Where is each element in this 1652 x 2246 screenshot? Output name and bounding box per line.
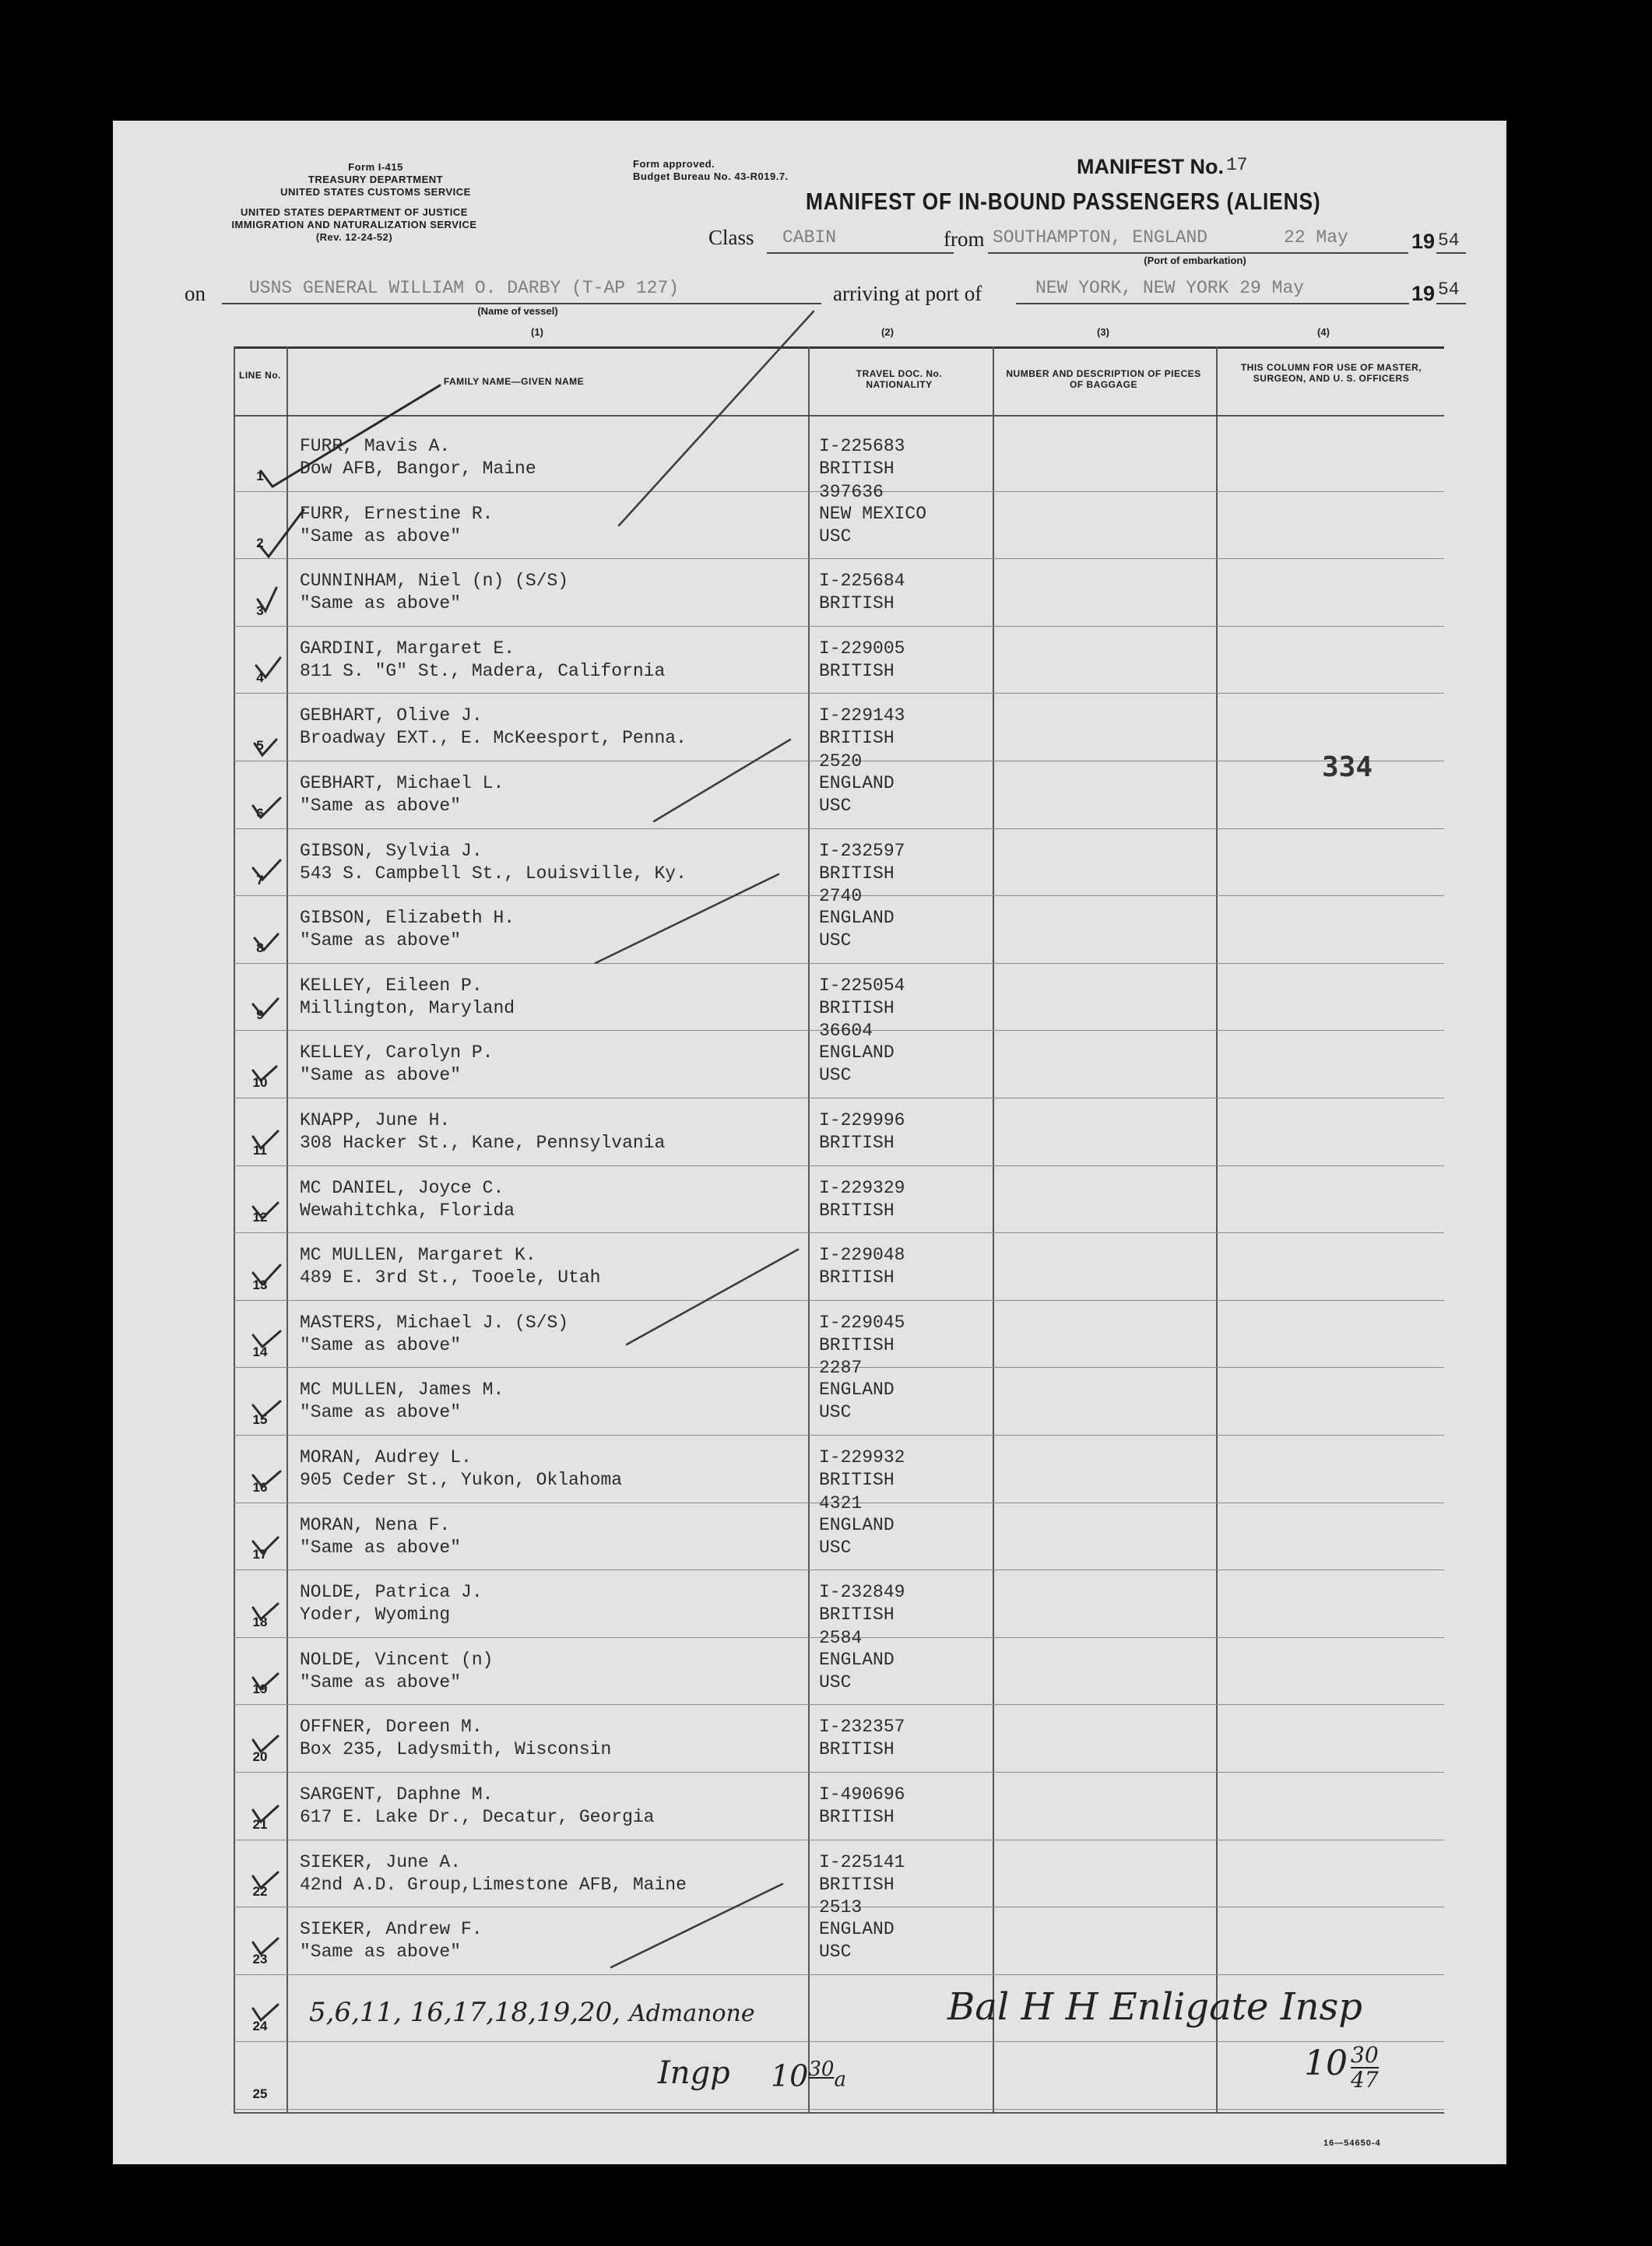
- nationality: BRITISH: [819, 660, 895, 681]
- travel-doc-number: I-229045: [819, 1312, 905, 1333]
- on-label: on: [185, 282, 206, 305]
- travel-doc-number: I-232357: [819, 1717, 905, 1738]
- passenger-address: "Same as above": [300, 796, 462, 816]
- line-number: 15: [252, 1411, 268, 1427]
- travel-doc-extra: 2287: [819, 1358, 863, 1379]
- passenger-address: "Same as above": [300, 593, 462, 614]
- passenger-address: 543 S. Campbell St., Louisville, Ky.: [300, 863, 687, 884]
- col-number-1: (1): [531, 326, 543, 338]
- travel-doc-number: I-225683: [819, 436, 905, 456]
- line-number: 21: [252, 1816, 268, 1832]
- passenger-name: KNAPP, June H.: [300, 1110, 451, 1130]
- class-label: Class: [708, 226, 754, 249]
- vessel-caption: (Name of vessel): [477, 305, 558, 317]
- tick-mark: [261, 385, 440, 487]
- line-number: 1: [256, 468, 264, 483]
- line-number: 25: [252, 2086, 268, 2101]
- line-number: 10: [252, 1074, 268, 1090]
- travel-doc-number: ENGLAND: [819, 1042, 895, 1063]
- handwritten-lines: 5,6,11, 16,17,18,19,20,: [309, 1997, 621, 2028]
- col-number-2: (2): [881, 326, 894, 338]
- passenger-address: 617 E. Lake Dr., Decatur, Georgia: [300, 1807, 655, 1827]
- travel-doc-number: I-232849: [819, 1582, 905, 1603]
- tick-mark: [258, 588, 276, 611]
- time-a-minute: 30: [808, 2058, 835, 2081]
- nationality: BRITISH: [819, 459, 895, 479]
- passenger-address: Yoder, Wyoming: [300, 1605, 451, 1626]
- arriving-label: arriving at port of: [833, 282, 982, 305]
- col-number-4: (4): [1317, 326, 1330, 338]
- passenger-address: 308 Hacker St., Kane, Pennsylvania: [300, 1133, 666, 1153]
- travel-doc-number: I-229329: [819, 1177, 905, 1198]
- tick-mark: [253, 1471, 280, 1487]
- passenger-name: OFFNER, Doreen M.: [300, 1717, 483, 1738]
- tick-mark: [253, 1806, 278, 1822]
- passenger-name: GEBHART, Olive J.: [300, 705, 483, 726]
- nationality: USC: [819, 1671, 852, 1692]
- nationality: USC: [819, 525, 852, 547]
- tick-mark: [253, 1674, 278, 1689]
- nationality: BRITISH: [819, 997, 895, 1018]
- travel-doc-number: I-225054: [819, 975, 905, 996]
- form-block: Form I-415 TREASURY DEPARTMENT UNITED STATES CUSTOMS SERVICE: [280, 161, 471, 198]
- travel-doc-extra: 36604: [819, 1021, 873, 1042]
- line-number: 19: [252, 1682, 268, 1697]
- strike-line: [596, 874, 779, 963]
- nationality: USC: [819, 1402, 852, 1423]
- tick-mark: [253, 999, 278, 1016]
- travel-doc-number: I-229005: [819, 638, 905, 659]
- nationality: USC: [819, 1942, 852, 1963]
- tick-mark: [253, 1872, 278, 1888]
- passenger-name: FURR, Ernestine R.: [300, 503, 494, 524]
- travel-doc-number: I-225684: [819, 571, 905, 592]
- line-number: 24: [252, 2019, 268, 2034]
- strike-lines: [596, 311, 814, 1967]
- passenger-name: GIBSON, Elizabeth H.: [300, 908, 515, 929]
- col-header-travel: TRAVEL DOC. No. NATIONALITY: [856, 368, 943, 390]
- inspector-signature: Bal H H Enligate Insp: [947, 1985, 1362, 2029]
- time-a-hour: 10: [771, 2058, 809, 2093]
- travel-doc-number: NEW MEXICO: [819, 503, 927, 524]
- passenger-name: MORAN, Audrey L.: [300, 1447, 472, 1467]
- passenger-address: 811 S. "G" St., Madera, California: [300, 660, 666, 681]
- travel-doc-extra: 2740: [819, 886, 863, 907]
- passenger-address: "Same as above": [300, 1402, 462, 1423]
- col-header-line: LINE No.: [239, 370, 281, 381]
- nationality: BRITISH: [819, 1470, 895, 1490]
- class-value: CABIN: [782, 227, 837, 248]
- line-number: 8: [256, 940, 264, 955]
- passenger-name: SIEKER, Andrew F.: [300, 1919, 483, 1940]
- passenger-name: CUNNINHAM, Niel (n) (S/S): [300, 571, 569, 592]
- travel-doc-number: I-229932: [819, 1447, 905, 1467]
- travel-doc-extra: 4321: [819, 1492, 863, 1513]
- handwritten-time-a: [771, 2058, 846, 2093]
- line-number: 16: [252, 1479, 268, 1495]
- travel-doc-extra: 2513: [819, 1897, 863, 1918]
- time-b-hour: 10: [1304, 2044, 1348, 2083]
- passenger-name: SARGENT, Daphne M.: [300, 1784, 494, 1805]
- nationality: USC: [819, 930, 852, 951]
- tick-mark: [253, 1938, 278, 1954]
- nationality: BRITISH: [819, 1739, 895, 1760]
- travel-doc-number: I-229048: [819, 1245, 905, 1266]
- tick-mark: [253, 798, 280, 817]
- col-header-name: FAMILY NAME—GIVEN NAME: [443, 376, 585, 387]
- from-port: SOUTHAMPTON, ENGLAND: [993, 227, 1208, 248]
- nationality: BRITISH: [819, 863, 895, 884]
- travel-doc-extra: 397636: [819, 481, 884, 502]
- passenger-name: MC MULLEN, Margaret K.: [300, 1245, 536, 1266]
- travel-doc-number: I-225141: [819, 1851, 905, 1872]
- line-number: 7: [256, 873, 264, 888]
- passenger-address: "Same as above": [300, 1334, 462, 1355]
- from-year-prefix: 19: [1411, 230, 1436, 253]
- passenger-name: KELLEY, Carolyn P.: [300, 1042, 494, 1063]
- check-marks-overlay: [113, 121, 1506, 2164]
- nationality: BRITISH: [819, 1133, 895, 1153]
- passenger-address: "Same as above": [300, 1942, 462, 1963]
- line-number: 11: [253, 1142, 267, 1158]
- travel-doc-number: ENGLAND: [819, 773, 895, 793]
- line-number: 23: [252, 1951, 268, 1967]
- tick-mark: [253, 1067, 276, 1081]
- passenger-address: "Same as above": [300, 930, 462, 951]
- travel-doc-number: I-229996: [819, 1110, 905, 1130]
- nationality: USC: [819, 1065, 852, 1086]
- handwritten-line-list: [309, 1997, 755, 2028]
- travel-doc-number: ENGLAND: [819, 1649, 895, 1670]
- nationality: USC: [819, 1537, 852, 1558]
- arrival-port: NEW YORK, NEW YORK 29 May: [1035, 278, 1305, 298]
- arrival-year-prefix: 19: [1411, 282, 1436, 305]
- nationality: USC: [819, 796, 852, 816]
- passenger-address: Broadway EXT., E. McKeesport, Penna.: [300, 728, 687, 749]
- line-number: 5: [256, 737, 264, 753]
- passenger-address: "Same as above": [300, 1537, 462, 1558]
- page-title: MANIFEST OF IN-BOUND PASSENGERS (ALIENS): [806, 188, 1321, 215]
- nationality: BRITISH: [819, 1807, 895, 1827]
- tick-mark: [253, 1604, 278, 1619]
- travel-doc-number: ENGLAND: [819, 1380, 895, 1401]
- tick-mark: [255, 934, 278, 950]
- handwritten-word: Admanone: [628, 2000, 755, 2027]
- tick-mark: [253, 2005, 278, 2020]
- handwritten-time-b: [1304, 2044, 1379, 2092]
- tick-mark: [253, 1736, 278, 1752]
- tick-mark: [255, 740, 276, 755]
- tick-mark: [253, 1131, 278, 1148]
- line-number: 13: [252, 1277, 268, 1292]
- travel-doc-number: ENGLAND: [819, 908, 895, 929]
- line-number: 3: [256, 603, 264, 618]
- col-header-baggage: NUMBER AND DESCRIPTION OF PIECES OF BAGGAGE: [1006, 368, 1201, 390]
- passenger-name: GIBSON, Sylvia J.: [300, 840, 483, 861]
- tick-mark: [253, 1265, 280, 1285]
- handwritten-initials: Ingp: [658, 2055, 730, 2091]
- from-label: from: [944, 227, 985, 251]
- tick-mark: [253, 860, 280, 880]
- passenger-address: 489 E. 3rd St., Tooele, Utah: [300, 1267, 601, 1288]
- strike-line: [619, 311, 814, 525]
- officer-number: 334: [1322, 751, 1373, 783]
- nationality: BRITISH: [819, 1874, 895, 1895]
- travel-doc-number: ENGLAND: [819, 1514, 895, 1535]
- passenger-address: Wewahitchka, Florida: [300, 1200, 515, 1221]
- time-b-denominator: 47: [1351, 2067, 1379, 2093]
- approval-block: Form approved. Budget Bureau No. 43-R019.7.: [633, 158, 789, 182]
- tick-mark: [256, 658, 280, 677]
- manifest-page: [113, 121, 1506, 2164]
- justice-block: UNITED STATES DEPARTMENT OF JUSTICE IMMIGRATION AND NATURALIZATION SERVICE (Rev. 12-24-52): [231, 206, 477, 243]
- col-header-officers: THIS COLUMN FOR USE OF MASTER, SURGEON, AND U. S. OFFICERS: [1240, 362, 1422, 384]
- print-code: 16—54650-4: [1323, 2139, 1381, 2148]
- nationality: BRITISH: [819, 1200, 895, 1221]
- travel-doc-number: ENGLAND: [819, 1919, 895, 1940]
- passenger-address: 42nd A.D. Group,Limestone AFB, Maine: [300, 1874, 687, 1895]
- vessel-name: USNS GENERAL WILLIAM O. DARBY (T-AP 127): [249, 278, 680, 298]
- tick-marks: [253, 385, 440, 2020]
- port-caption: (Port of embarkation): [1144, 255, 1246, 266]
- arrival-year: 54: [1438, 279, 1460, 300]
- passenger-address: "Same as above": [300, 1671, 462, 1692]
- time-a-suffix: a: [834, 2068, 846, 2092]
- travel-doc-number: I-229143: [819, 705, 905, 726]
- passenger-name: GARDINI, Margaret E.: [300, 638, 515, 659]
- from-year: 54: [1438, 230, 1460, 251]
- passenger-name: MC MULLEN, James M.: [300, 1380, 504, 1401]
- travel-doc-number: I-490696: [819, 1784, 905, 1805]
- passenger-name: FURR, Mavis A.: [300, 436, 451, 456]
- nationality: BRITISH: [819, 1334, 895, 1355]
- time-b-minute: 30: [1351, 2042, 1379, 2068]
- line-number: 12: [252, 1210, 268, 1225]
- line-number: 17: [252, 1547, 268, 1562]
- passenger-name: MORAN, Nena F.: [300, 1514, 451, 1535]
- passenger-address: Dow AFB, Bangor, Maine: [300, 459, 536, 479]
- passenger-address: Millington, Maryland: [300, 997, 515, 1018]
- line-number: 6: [256, 805, 264, 821]
- passenger-name: GEBHART, Michael L.: [300, 773, 504, 793]
- tick-mark: [259, 510, 304, 557]
- manifest-number: 17: [1226, 155, 1248, 175]
- strike-line: [654, 740, 790, 821]
- passenger-name: MC DANIEL, Joyce C.: [300, 1177, 504, 1198]
- tick-mark: [253, 1203, 278, 1218]
- line-number: 14: [252, 1344, 268, 1360]
- passenger-address: 905 Ceder St., Yukon, Oklahoma: [300, 1470, 623, 1490]
- line-number: 4: [256, 670, 264, 686]
- travel-doc-extra: 2520: [819, 751, 863, 772]
- passenger-address: "Same as above": [300, 525, 462, 547]
- travel-doc-number: I-232597: [819, 840, 905, 861]
- strike-line: [627, 1250, 798, 1344]
- from-date: 22 May: [1284, 227, 1348, 248]
- passenger-address: Box 235, Ladysmith, Wisconsin: [300, 1739, 612, 1760]
- col-number-3: (3): [1097, 326, 1109, 338]
- nationality: BRITISH: [819, 1605, 895, 1626]
- tick-mark: [253, 1331, 280, 1347]
- line-number: 22: [252, 1884, 268, 1900]
- passenger-name: SIEKER, June A.: [300, 1851, 462, 1872]
- passenger-name: MASTERS, Michael J. (S/S): [300, 1312, 569, 1333]
- manifest-number-label: MANIFEST No.: [1077, 155, 1224, 178]
- passenger-address: "Same as above": [300, 1065, 462, 1086]
- nationality: BRITISH: [819, 593, 895, 614]
- nationality: BRITISH: [819, 1267, 895, 1288]
- passenger-name: NOLDE, Patrica J.: [300, 1582, 483, 1603]
- strike-line: [611, 1884, 782, 1967]
- passenger-name: NOLDE, Vincent (n): [300, 1649, 494, 1670]
- tick-mark: [253, 1401, 280, 1417]
- tick-mark: [253, 1538, 278, 1553]
- line-number: 20: [252, 1749, 268, 1764]
- passenger-name: KELLEY, Eileen P.: [300, 975, 483, 996]
- line-number: 18: [252, 1614, 268, 1629]
- nationality: BRITISH: [819, 728, 895, 749]
- travel-doc-extra: 2584: [819, 1627, 863, 1648]
- line-number: 9: [256, 1007, 264, 1023]
- line-number: 2: [256, 536, 264, 551]
